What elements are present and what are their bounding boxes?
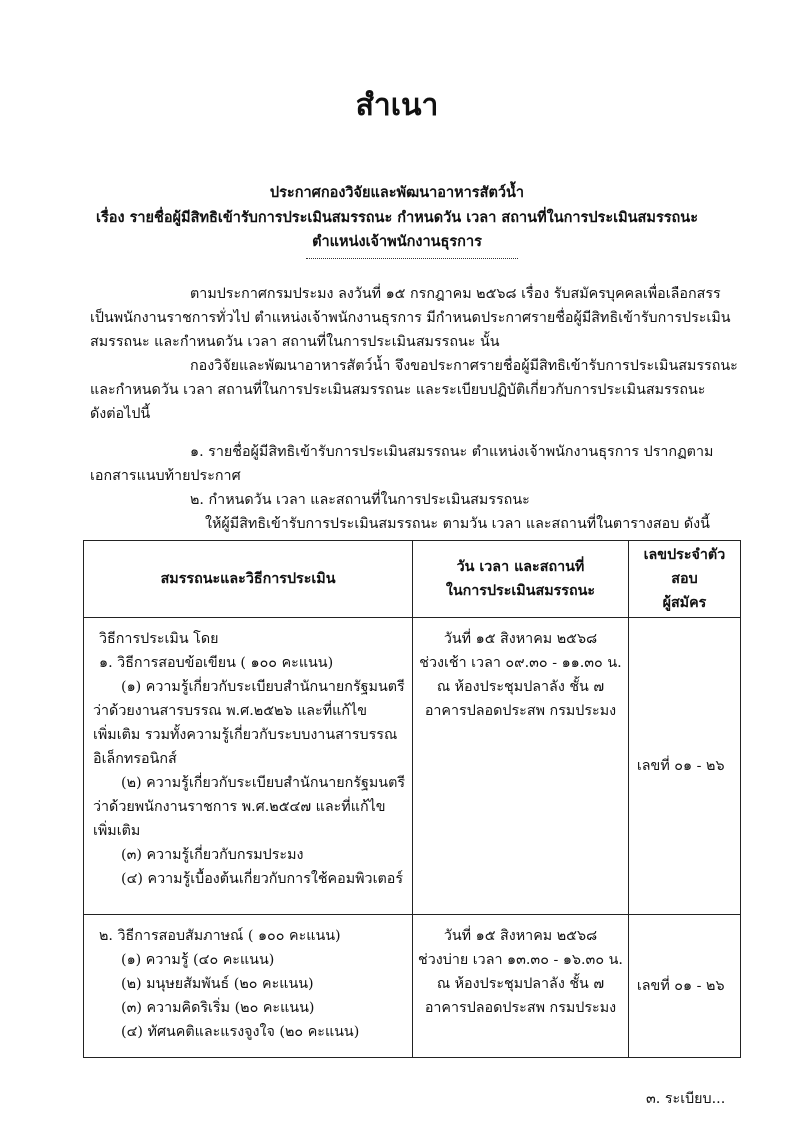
item-2: ๒. กำหนดวัน เวลา และสถานที่ในการประเมินสมรรถนะ — [190, 492, 530, 508]
method-line: อิเล็กทรอนิกส์ — [93, 751, 177, 767]
schedule-line: ณ ห้องประชุมปลาลัง ชั้น ๗ — [436, 976, 605, 992]
method-line: (๑) ความรู้ (๔๐ คะแนน) — [121, 952, 275, 968]
announcement-title: ประกาศกองวิจัยและพัฒนาอาหารสัตว์น้ำ — [269, 184, 525, 201]
title-divider — [306, 252, 518, 259]
method-cell-interview — [84, 915, 413, 1058]
method-line: ๑. วิธีการสอบข้อเขียน ( ๑๐๐ คะแนน) — [99, 655, 334, 671]
table-row — [84, 618, 741, 915]
paragraph-1-line-3: สมรรถนะ และกำหนดวัน เวลา สถานที่ในการประเมินสมรรถนะ นั้น — [90, 334, 500, 350]
announcement-position: ตำแหน่งเจ้าพนักงานธุรการ — [312, 233, 482, 250]
exam-number-cell: เลขที่ ๐๑ - ๒๖ — [628, 915, 740, 1058]
item-1-line-1: ๑. รายชื่อผู้มีสิทธิเข้ารับการประเมินสมรรถนะ ตำแหน่งเจ้าพนักงานธุรการ ปรากฏตาม — [190, 444, 714, 460]
header-datetime-place: วัน เวลา และสถานที่ ในการประเมินสมรรถนะ — [413, 541, 629, 618]
schedule-line: อาคารปลอดประสพ กรมประมง — [424, 1000, 617, 1016]
exam-number-cell: เลขที่ ๐๑ - ๒๖ — [628, 618, 740, 915]
item-2-sub: ให้ผู้มีสิทธิเข้ารับการประเมินสมรรถนะ ตามวัน เวลา และสถานที่ในตารางสอบ ดังนี้ — [205, 516, 710, 532]
schedule-line: ช่วงเช้า เวลา ๐๙.๓๐ - ๑๑.๓๐ น. — [419, 655, 622, 671]
method-line: ๒. วิธีการสอบสัมภาษณ์ ( ๑๐๐ คะแนน) — [99, 928, 341, 944]
schedule-line: ณ ห้องประชุมปลาลัง ชั้น ๗ — [436, 679, 605, 695]
method-line: วิธีการประเมิน โดย — [99, 631, 219, 647]
method-line: ว่าด้วยงานสารบรรณ พ.ศ.๒๕๒๖ และที่แก้ไข — [93, 703, 367, 719]
paragraph-1-line-1: ตามประกาศกรมประมง ลงวันที่ ๑๕ กรกฎาคม ๒๕๖๘ เรื่อง รับสมัครบุคคลเพื่อเลือกสรร — [190, 286, 721, 302]
header-exam-number: เลขประจำตัวสอบ ผู้สมัคร — [628, 541, 740, 618]
paragraph-1-line-2: เป็นพนักงานราชการทั่วไป ตำแหน่งเจ้าพนักงานธุรการ มีกำหนดประกาศรายชื่อผู้มีสิทธิเข้ารับการประเมิน — [90, 310, 731, 326]
method-line: (๔) ทัศนคติและแรงจูงใจ (๒๐ คะแนน) — [121, 1024, 360, 1040]
page-continuation: ๓. ระเบียบ... — [646, 1091, 726, 1107]
method-line: เพิ่มเติม รวมทั้งความรู้เกี่ยวกับระบบงานสารบรรณ — [93, 727, 398, 743]
schedule-line: อาคารปลอดประสพ กรมประมง — [424, 703, 617, 719]
schedule-line: ช่วงบ่าย เวลา ๑๓.๓๐ - ๑๖.๓๐ น. — [418, 952, 623, 968]
paragraph-2-line-1: กองวิจัยและพัฒนาอาหารสัตว์น้ำ จึงขอประกาศรายชื่อผู้มีสิทธิเข้ารับการประเมินสมรรถนะ — [190, 358, 738, 374]
table-row — [84, 915, 741, 1058]
method-cell-written — [84, 618, 413, 915]
method-line: ว่าด้วยพนักงานราชการ พ.ศ.๒๕๔๗ และที่แก้ไข — [93, 799, 386, 815]
assessment-schedule-table — [83, 540, 741, 1058]
datetime-cell-interview — [413, 915, 629, 1058]
method-line: (๒) มนุษยสัมพันธ์ (๒๐ คะแนน) — [121, 976, 314, 992]
schedule-line: วันที่ ๑๕ สิงหาคม ๒๕๖๘ — [443, 928, 598, 944]
datetime-cell-written — [413, 618, 629, 915]
method-line: (๓) ความรู้เกี่ยวกับกรมประมง — [121, 847, 304, 863]
method-line: เพิ่มเติม — [93, 823, 141, 839]
paragraph-2-line-2: และกำหนดวัน เวลา สถานที่ในการประเมินสมรรถนะ และระเบียบปฏิบัติเกี่ยวกับการประเมินสมรรถนะ — [90, 382, 706, 398]
paragraph-2-line-3: ดังต่อไปนี้ — [90, 406, 151, 422]
copy-stamp-title: สำเนา — [355, 88, 439, 123]
schedule-line: วันที่ ๑๕ สิงหาคม ๒๕๖๘ — [443, 631, 598, 647]
method-line: (๓) ความคิดริเริ่ม (๒๐ คะแนน) — [121, 1000, 315, 1016]
item-1-line-2: เอกสารแนบท้ายประกาศ — [90, 468, 241, 484]
announcement-subject: เรื่อง รายชื่อผู้มีสิทธิเข้ารับการประเมินสมรรถนะ กำหนดวัน เวลา สถานที่ในการประเมินสมรรถนะ — [96, 209, 698, 226]
method-line: (๔) ความรู้เบื้องต้นเกี่ยวกับการใช้คอมพิวเตอร์ — [121, 871, 404, 887]
header-method: สมรรถนะและวิธีการประเมิน — [84, 541, 413, 618]
table-header-row — [84, 541, 741, 618]
method-line: (๑) ความรู้เกี่ยวกับระเบียบสำนักนายกรัฐมนตรี — [121, 679, 405, 695]
method-line: (๒) ความรู้เกี่ยวกับระเบียบสำนักนายกรัฐมนตรี — [121, 775, 406, 791]
